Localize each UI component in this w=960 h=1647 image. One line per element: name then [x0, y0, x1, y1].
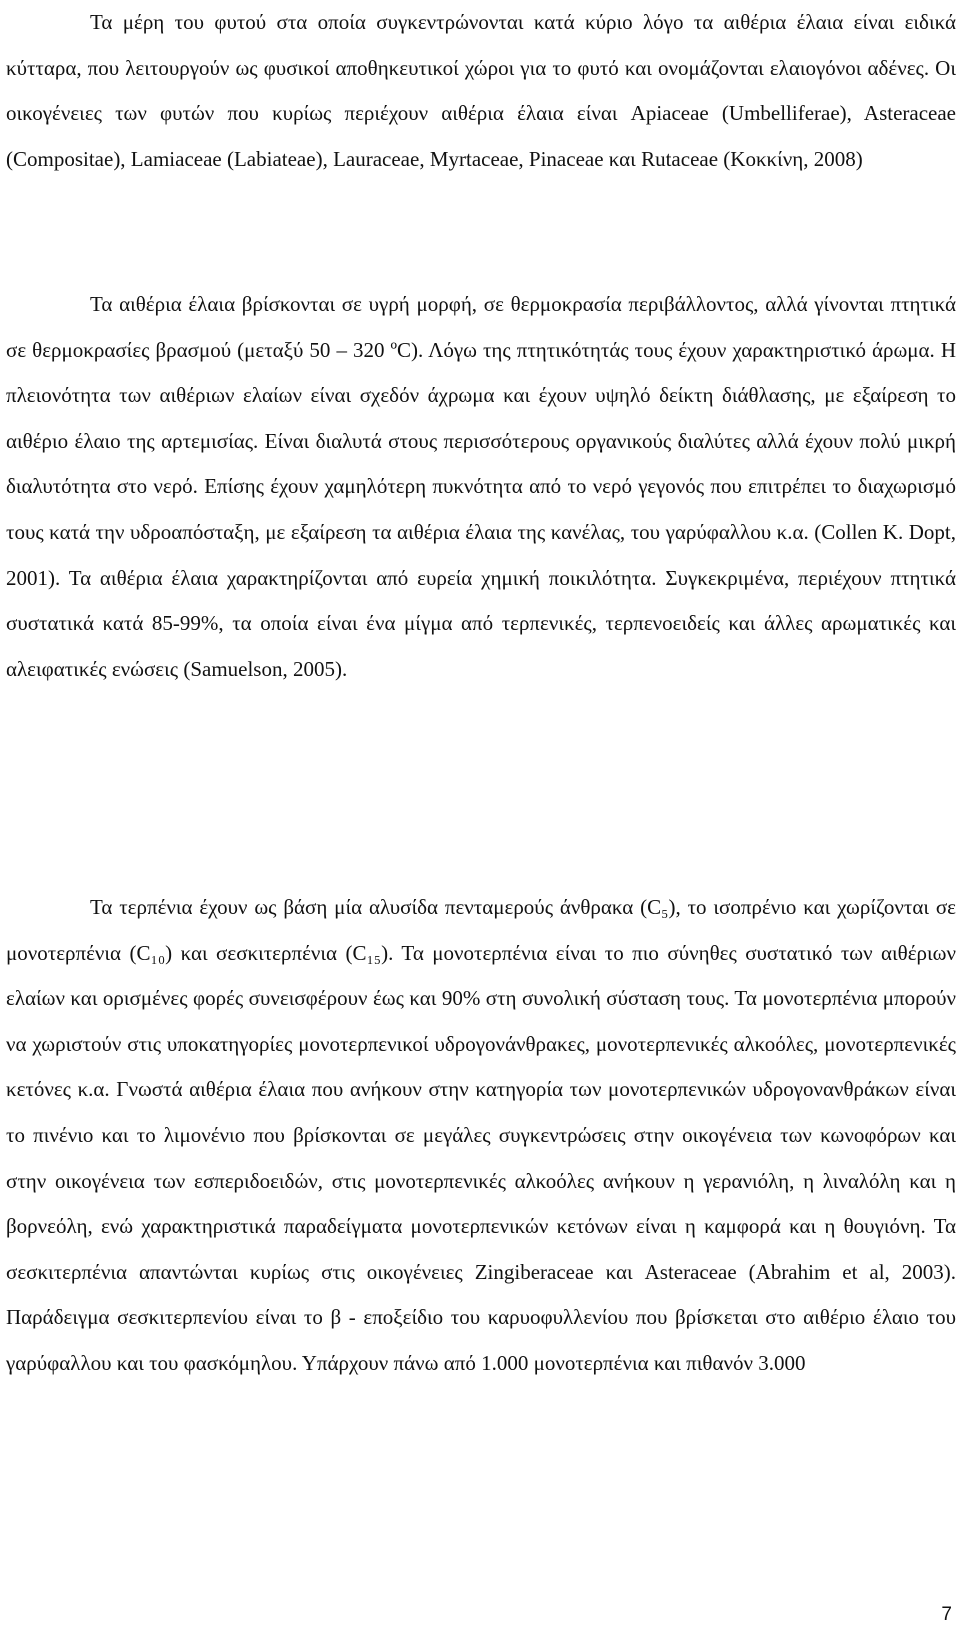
- paragraph-oil-properties: Τα αιθέρια έλαια βρίσκονται σε υγρή μορφή, σε θερμοκρασία περιβάλλοντος, αλλά γίνονται πτητικά σε θερμοκρασίες βρασμού (μεταξύ 50 – 320 ºC). Λόγω της πτητικότητάς τους έχουν χαρακτηριστικό άρωμα. Η πλειονότητα των αιθέριων ελαίων είναι σχεδόν άχρωμα και έχουν υψηλό δείκτη διάθλασης, με εξαίρεση το αιθέριο έλαιο της αρτεμισίας. Είναι διαλυτά στους περισσότερους οργανικούς διαλύτες αλλά έχουν πολύ μικρή διαλυτότητα στο νερό. Επίσης έχουν χαμηλότερη πυκνότητα από το νερό γεγονός που επιτρέπει το διαχωρισμό τους κατά την υδροαπόσταξη, με εξαίρεση τα αιθέρια έλαια της κανέλας, του γαρύφαλλου κ.α. (Collen K. Dopt, 2001). Τα αιθέρια έλαια χαρακτηρίζονται από ευρεία χημική ποικιλότητα. Συγκεκριμένα, περιέχουν πτητικά συστατικά κατά 85-99%, τα οποία είναι ένα μίγμα από τερπενικές, τερπενοειδείς και άλλες αρωματικές και αλειφατικές ενώσεις (Samuelson, 2005).: [6, 292, 956, 681]
- paragraph-plant-families: Τα μέρη του φυτού στα οποία συγκεντρώνονται κατά κύριο λόγο τα αιθέρια έλαια είναι ειδικά κύτταρα, που λειτουργούν ως φυσικοί αποθηκευτικοί χώροι για το φυτό και ονομάζονται ελαιογόνοι αδένες. Οι οικογένειες των φυτών που κυρίως περιέχουν αιθέρια έλαια είναι Apiaceae (Umbelliferae), Asteraceae (Compositae), Lamiaceae (Labiateae), Lauraceae, Myrtaceae, Pinaceae και Rutaceae (Κοκκίνη, 2008): [6, 10, 956, 171]
- page-number: 7: [941, 1604, 952, 1625]
- paragraph-terpenes: Τα τερπένια έχουν ως βάση μία αλυσίδα πενταμερούς άνθρακα (C₅), το ισοπρένιο και χωρίζονται σε μονοτερπένια (C₁₀) και σεσκιτερπένια (C₁₅). Τα μονοτερπένια είναι το πιο σύνηθες συστατικό των αιθέριων ελαίων και ορισμένες φορές συνεισφέρουν έως και 90% στη συνολική σύσταση τους. Τα μονοτερπένια μπορούν να χωριστούν στις υποκατηγορίες μονοτερπενικοί υδρογονάνθρακες, μονοτερπενικές αλκοόλες, μονοτερπενικές κετόνες κ.α. Γνωστά αιθέρια έλαια που ανήκουν στην κατηγορία των μονοτερπενικών υδρογονανθράκων είναι το πινένιο και το λιμονένιο που βρίσκονται σε μεγάλες συγκεντρώσεις στην οικογένεια των κωνοφόρων και στην οικογένεια των εσπεριδοειδών, στις μονοτερπενικές αλκοόλες ανήκουν η γερανιόλη, η λιναλόλη και η βορνεόλη, ενώ χαρακτηριστικά παραδείγματα μονοτερπενικών κετόνων είναι η καμφορά και η θουγιόνη. Τα σεσκιτερπένια απαντώνται κυρίως στις οικογένειες Zingiberaceae και Asteraceae (Abrahim et al, 2003). Παράδειγμα σεσκιτερπενίου είναι το β - εποξείδιο του καρυοφυλλενίου που βρίσκεται στο αιθέριο έλαιο του γαρύφαλλου και του φασκόμηλου. Υπάρχουν πάνω από 1.000 μονοτερπένια και πιθανόν 3.000: [6, 895, 956, 1375]
